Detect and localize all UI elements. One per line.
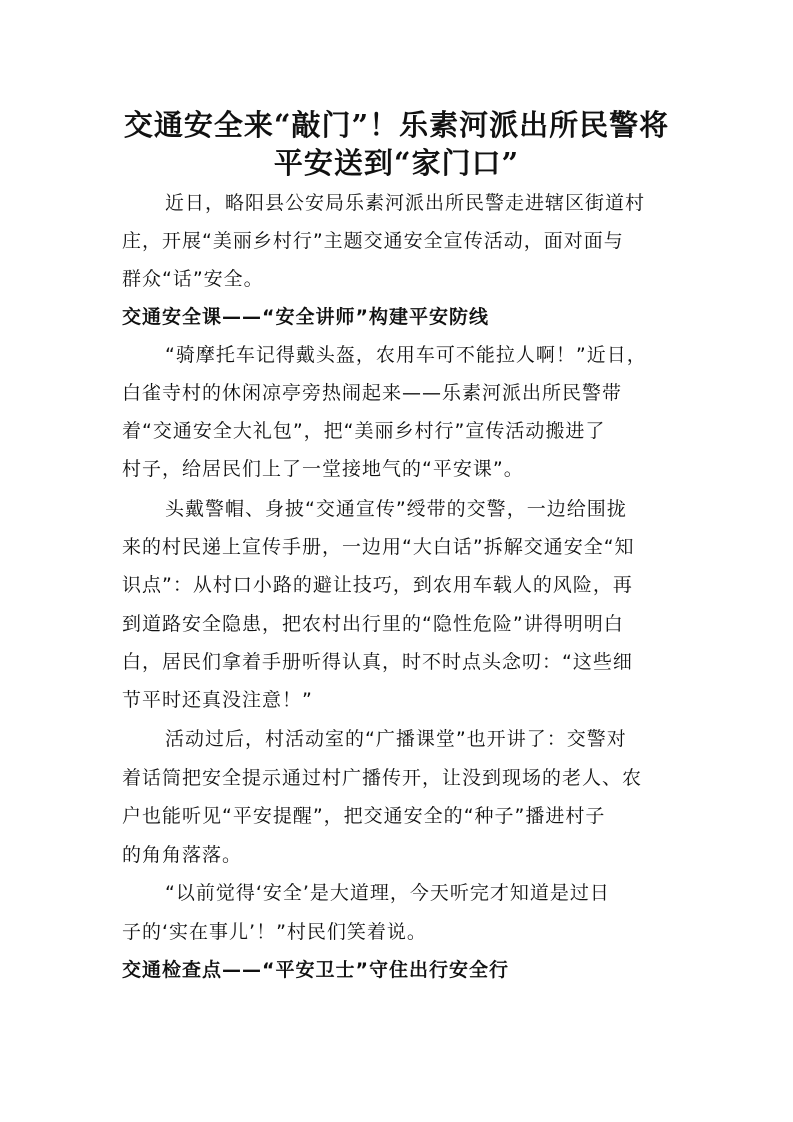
para3-line-3: 户也能听见“平安提醒”，把交通安全的“种子”播进村子 xyxy=(122,805,606,827)
para3-line-4: 的角角落落。 xyxy=(122,844,243,866)
intro-line-2: 庄，开展“美丽乡村行”主题交通安全宣传活动，面对面与 xyxy=(122,230,624,252)
para2-line-6: 节平时还真没注意！” xyxy=(122,689,313,711)
para4-line-2: 子的‘实在事儿’！”村民们笑着说。 xyxy=(122,921,427,943)
para2-line-2: 来的村民递上宣传手册，一边用“大白话”拆解交通安全“知 xyxy=(122,536,635,558)
para1-line-3: 着“交通安全大礼包”，把“美丽乡村行”宣传活动搬进了 xyxy=(122,420,606,442)
article-title-line-1: 交通安全来“敲门”！乐素河派出所民警将 xyxy=(123,108,670,142)
section-heading-1: 交通安全课——“安全讲师”构建平安防线 xyxy=(122,306,489,328)
intro-line-3: 群众“话”安全。 xyxy=(122,268,264,290)
article-title-line-2: 平安送到“家门口” xyxy=(273,146,520,180)
para3-line-2: 着话筒把安全提示通过村广播传开，让没到现场的老人、农 xyxy=(122,767,643,789)
para2-line-5: 白，居民们拿着手册听得认真，时不时点头念叨：“这些细 xyxy=(122,651,633,673)
para2-line-1: 头戴警帽、身披“交通宣传”绶带的交警，一边给围拢 xyxy=(165,498,627,520)
para2-line-3: 识点”：从村口小路的避让技巧，到农用车载人的风险，再 xyxy=(122,574,633,596)
para3-line-1: 活动过后，村活动室的“广播课堂”也开讲了：交警对 xyxy=(165,728,627,750)
section-heading-2: 交通检查点——“平安卫士”守住出行安全行 xyxy=(122,959,509,981)
intro-line-1: 近日，略阳县公安局乐素河派出所民警走进辖区街道村 xyxy=(165,192,646,214)
para1-line-4: 村子，给居民们上了一堂接地气的“平安课”。 xyxy=(122,458,524,480)
para1-line-1: “骑摩托车记得戴头盔，农用车可不能拉人啊！”近日， xyxy=(165,344,647,366)
para1-line-2: 白雀寺村的休闲凉亭旁热闹起来——乐素河派出所民警带 xyxy=(122,382,623,404)
para2-line-4: 到道路安全隐患，把农村出行里的“隐性危险”讲得明明白 xyxy=(122,613,624,635)
para4-line-1: “以前觉得‘安全’是大道理，今天听完才知道是过日 xyxy=(165,882,610,904)
